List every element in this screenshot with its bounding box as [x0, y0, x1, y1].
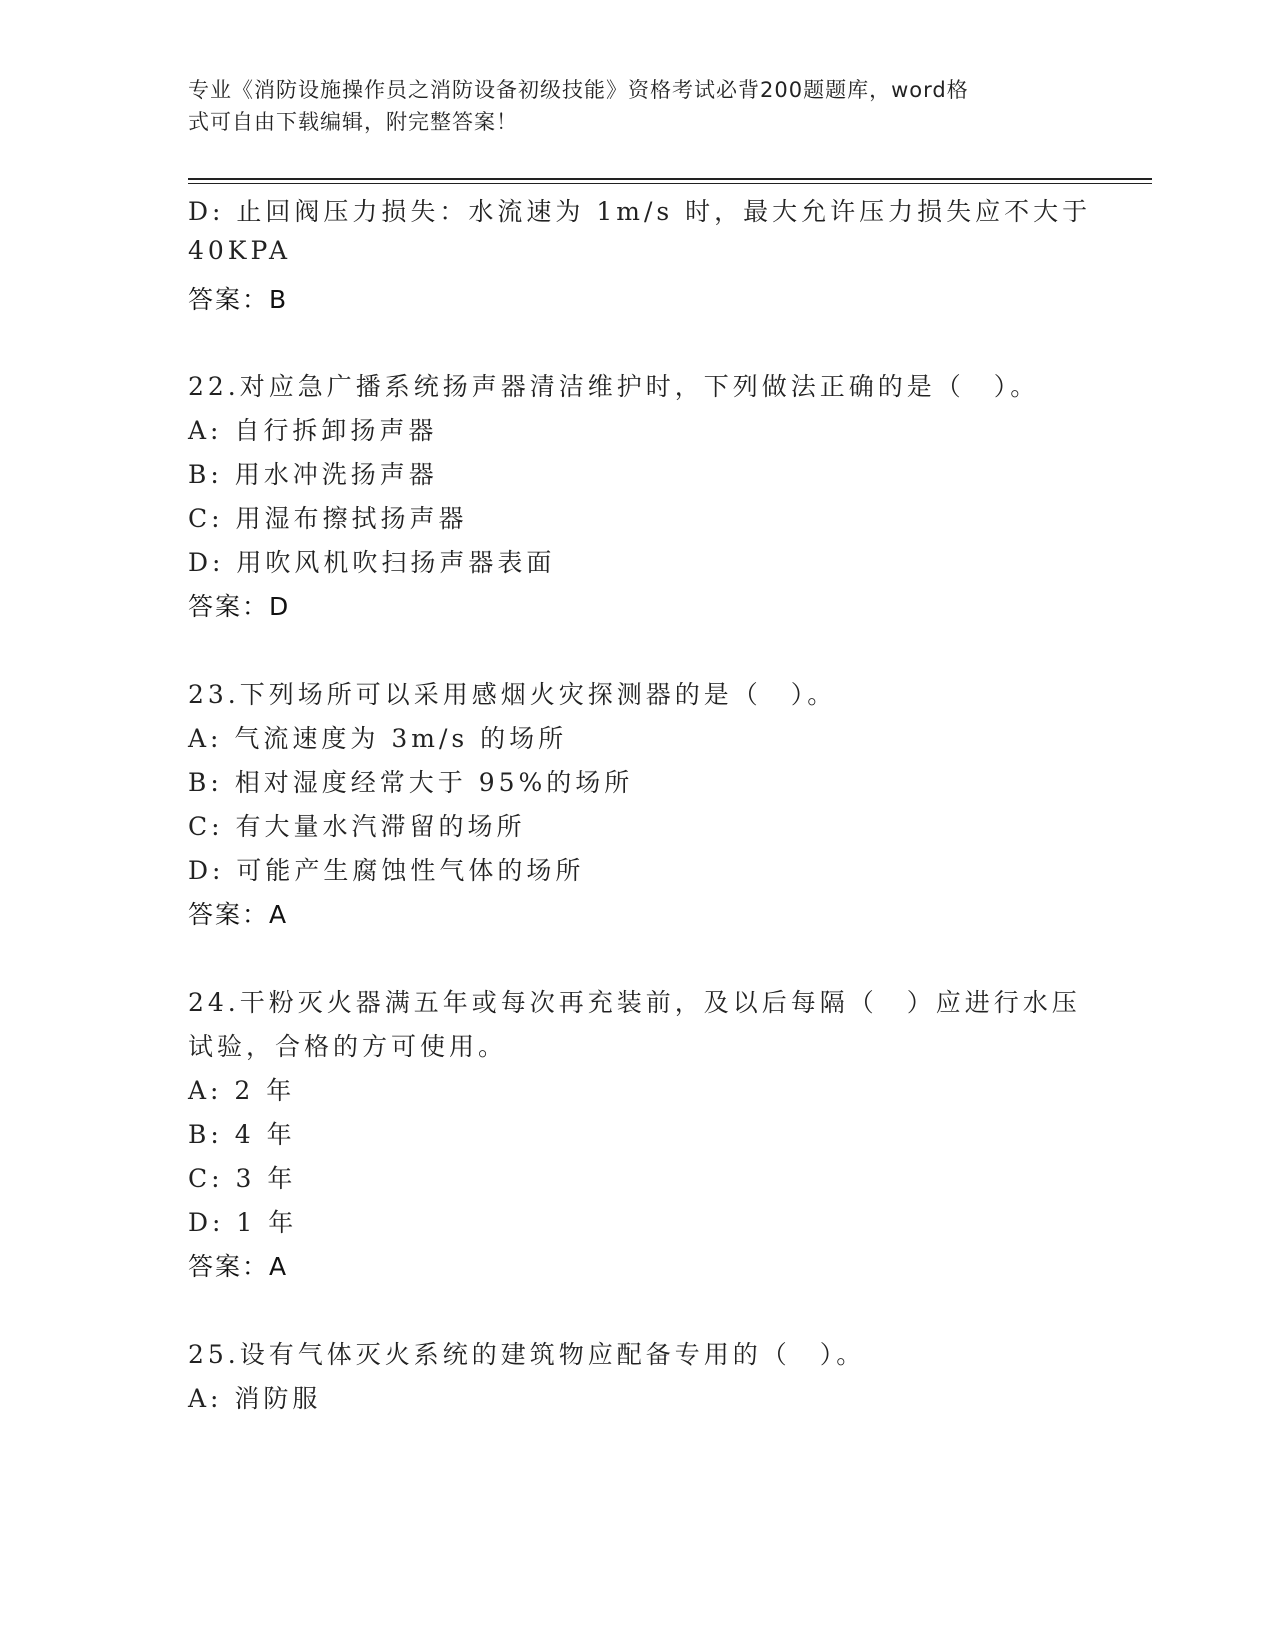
q22-question: 22.对应急广播系统扬声器清洁维护时，下列做法正确的是（ ）。 — [188, 372, 1040, 401]
q24-option-a: A: 2 年 — [188, 1076, 296, 1105]
q22-option-d: D: 用吹风机吹扫扬声器表面 — [188, 548, 556, 577]
q24-question-line-1: 24.干粉灭火器满五年或每次再充装前，及以后每隔（ ）应进行水压 — [188, 988, 1081, 1017]
header-line-1: 专业《消防设施操作员之消防设备初级技能》资格考试必背200题题库，word格 — [188, 78, 969, 102]
q24-option-b: B: 4 年 — [188, 1120, 296, 1149]
q23-option-d: D: 可能产生腐蚀性气体的场所 — [188, 856, 585, 885]
q23-option-a: A: 气流速度为 3m/s 的场所 — [188, 724, 568, 753]
q22-option-c: C: 用湿布擦拭扬声器 — [188, 504, 468, 533]
q25-question: 25.设有气体灭火系统的建筑物应配备专用的（ ）。 — [188, 1340, 866, 1369]
q23-answer: 答案：A — [188, 900, 289, 929]
header-line-2: 式可自由下载编辑，附完整答案！ — [188, 110, 518, 134]
q24-answer: 答案：A — [188, 1252, 289, 1281]
q21-option-d-line-2: 40KPA — [188, 236, 292, 265]
header-divider-thin — [188, 183, 1152, 184]
document-header — [188, 74, 1068, 138]
q22-option-b: B: 用水冲洗扬声器 — [188, 460, 438, 489]
q21-answer: 答案：B — [188, 285, 289, 314]
q23-question: 23.下列场所可以采用感烟火灾探测器的是（ ）。 — [188, 680, 837, 709]
q25-option-a: A: 消防服 — [188, 1384, 322, 1413]
q22-option-a: A: 自行拆卸扬声器 — [188, 416, 438, 445]
q24-option-d: D: 1 年 — [188, 1208, 298, 1237]
q24-question-line-2: 试验，合格的方可使用。 — [188, 1032, 508, 1061]
q23-option-c: C: 有大量水汽滞留的场所 — [188, 812, 526, 841]
q21-option-d-line-1: D: 止回阀压力损失：水流速为 1m/s 时，最大允许压力损失应不大于 — [188, 197, 1092, 226]
header-divider-thick — [188, 178, 1152, 180]
q24-option-c: C: 3 年 — [188, 1164, 297, 1193]
q22-answer: 答案：D — [188, 592, 291, 621]
q23-option-b: B: 相对湿度经常大于 95%的场所 — [188, 768, 634, 797]
